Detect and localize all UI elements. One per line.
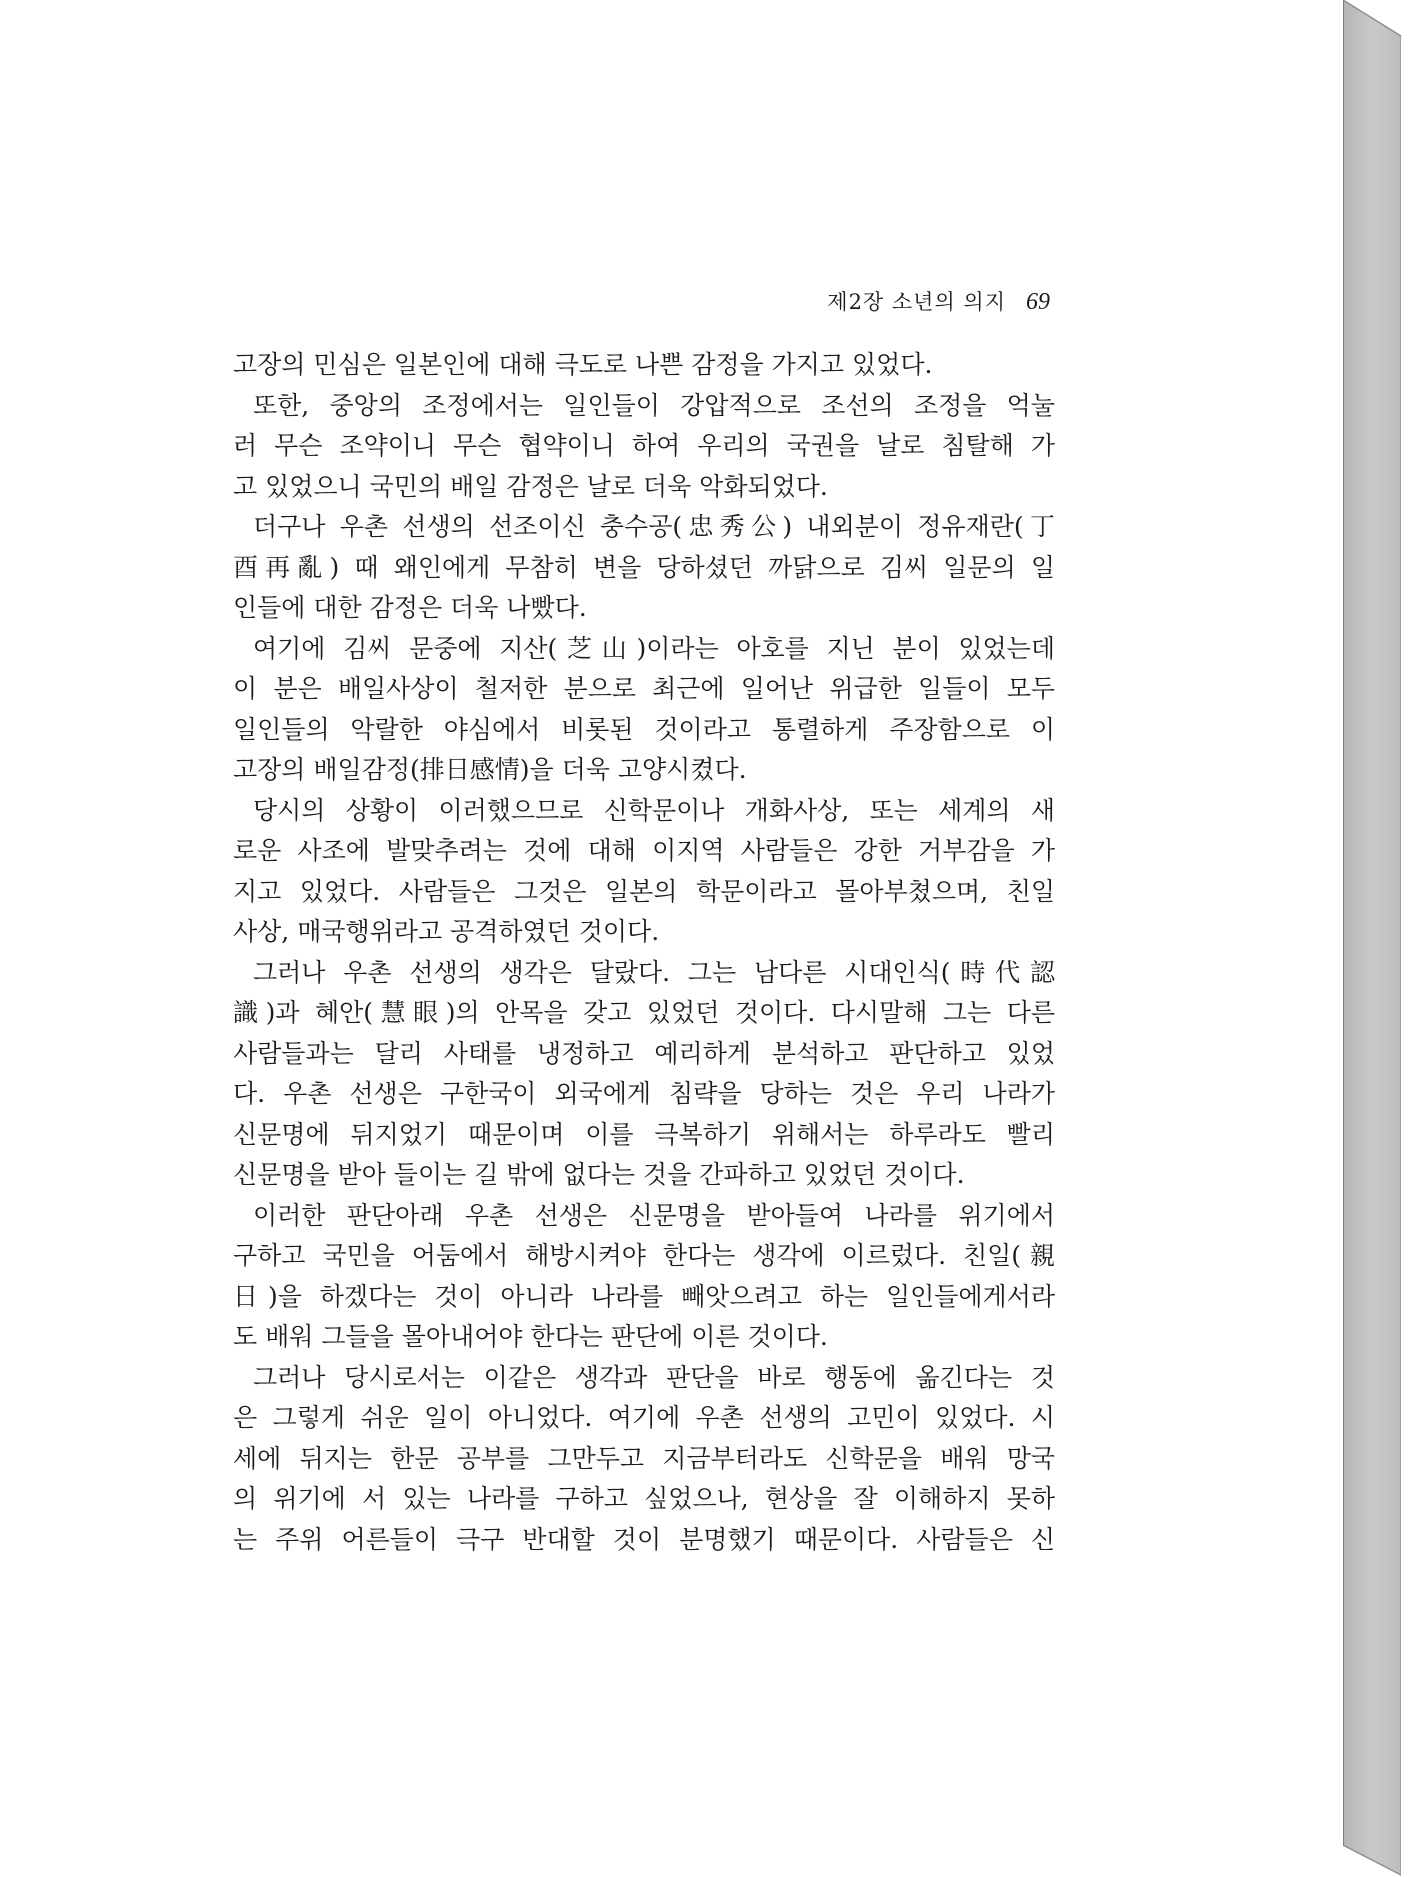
text-line: 고장의 민심은 일본인에 대해 극도로 나쁜 감정을 가지고 있었다. [233,350,933,379]
text-line: 일인들의 악랄한 야심에서 비롯된 것이라고 통렬하게 주장함으로 이 [233,714,1055,744]
text-line: 사상, 매국행위라고 공격하였던 것이다. [233,917,660,946]
book-block-edge [1343,0,1416,1877]
text-line: 다. 우촌 선생은 구한국이 외국에게 침략을 당하는 것은 우리 나라가 [233,1079,1055,1108]
text-line: 사람들과는 달리 사태를 냉정하고 예리하게 분석하고 판단하고 있었 [233,1038,1055,1068]
text-line: 또한, 중앙의 조정에서는 일인들이 강압적으로 조선의 조정을 억눌 [253,390,1055,420]
text-line: 세에 뒤지는 한문 공부를 그만두고 지금부터라도 신학문을 배워 망국 [233,1443,1055,1473]
text-line: 그러나 우촌 선생의 생각은 달랐다. 그는 남다른 시대인식(時代認 [253,957,1055,987]
page-number: 69 [1026,289,1050,315]
text-line: 여기에 김씨 문중에 지산(芝山)이라는 아호를 지닌 분이 있었는데 [253,633,1055,663]
text-line: 이 분은 배일사상이 철저한 분으로 최근에 일어난 위급한 일들이 모두 [233,674,1055,703]
running-head [0,286,1050,316]
text-line: 의 위기에 서 있는 나라를 구하고 싶었으나, 현상을 잘 이해하지 못하 [233,1484,1055,1513]
text-line: 로운 사조에 발맞추려는 것에 대해 이지역 사람들은 강한 거부감을 가 [233,836,1055,865]
text-line: 구하고 국민을 어둠에서 해방시켜야 한다는 생각에 이르렀다. 친일(親 [233,1241,1055,1270]
page-stack-graphic [1343,0,1416,1877]
text-line: 고장의 배일감정(排日感情)을 더욱 고양시켰다. [233,755,747,784]
text-line: 당시의 상황이 이러했으므로 신학문이나 개화사상, 또는 세계의 새 [253,795,1055,825]
text-line: 識)과 혜안(慧眼)의 안목을 갖고 있었던 것이다. 다시말해 그는 다른 [233,998,1055,1027]
text-line: 신문명에 뒤지었기 때문이며 이를 극복하기 위해서는 하루라도 빨리 [233,1119,1055,1149]
text-line: 日)을 하겠다는 것이 아니라 나라를 빼앗으려고 하는 일인들에게서라 [233,1281,1055,1311]
text-line: 그러나 당시로서는 이같은 생각과 판단을 바로 행동에 옮긴다는 것 [253,1362,1055,1392]
text-line: 고 있었으니 국민의 배일 감정은 날로 더욱 악화되었다. [233,471,828,501]
text-line: 더구나 우촌 선생의 선조이신 충수공(忠秀公) 내외분이 정유재란(丁 [253,512,1055,541]
text-line: 신문명을 받아 들이는 길 밖에 없다는 것을 간파하고 있었던 것이다. [233,1160,965,1189]
text-line: 인들에 대한 감정은 더욱 나빴다. [233,593,587,622]
text-line: 이러한 판단아래 우촌 선생은 신문명을 받아들여 나라를 위기에서 [253,1200,1055,1230]
body-text [233,345,1055,1560]
text-line: 는 주위 어른들이 극구 반대할 것이 분명했기 때문이다. 사람들은 신 [233,1524,1055,1554]
text-line: 酉再亂) 때 왜인에게 무참히 변을 당하셨던 까닭으로 김씨 일문의 일 [233,552,1055,582]
text-line: 지고 있었다. 사람들은 그것은 일본의 학문이라고 몰아부쳤으며, 친일 [233,876,1055,906]
text-line: 러 무슨 조약이니 무슨 협약이니 하여 우리의 국권을 날로 침탈해 가 [233,431,1055,460]
chapter-title: 제2장 소년의 의지 [827,290,1006,314]
text-line: 도 배워 그들을 몰아내어야 한다는 판단에 이른 것이다. [233,1322,828,1351]
text-line: 은 그렇게 쉬운 일이 아니었다. 여기에 우촌 선생의 고민이 있었다. 시 [233,1403,1055,1432]
